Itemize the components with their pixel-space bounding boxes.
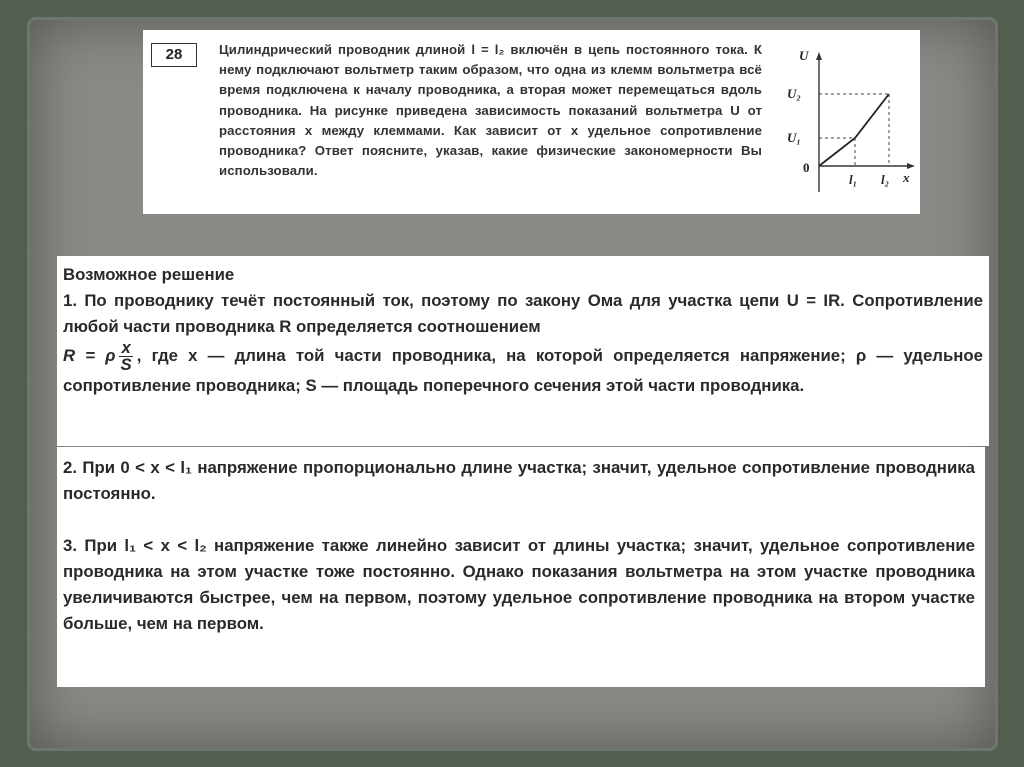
solution-part-1 — [63, 262, 983, 399]
p1-text-b: , где x — длина той части проводника, на которой определяется напряжение; ρ — удельное сопротивление проводника; S — площадь поперечного сечения этой части проводника. — [63, 345, 983, 395]
u2-label: U₂ — [787, 86, 801, 101]
solution-paragraph-3: 3. При l₁ < x < l₂ напряжение также линейно зависит от длины участка; значит, удельное сопротивление проводника на этом участке тоже постоянно. Однако показания вольтметра на этом участке проводника увеличиваются быстрее, чем на первом, поэтому удельное сопротивление проводника на втором участке больше, чем на первом. — [63, 536, 975, 633]
x-axis-arrow — [907, 163, 915, 169]
problem-number: 28 — [151, 43, 197, 67]
l1-label: l₁ — [849, 172, 858, 187]
p1-text-a: 1. По проводнику течёт постоянный ток, поэтому по закону Ома для участка цепи U = IR. Сопротивление любой части проводника R определяется соотношением — [63, 291, 983, 336]
l2-label: l₂ — [881, 172, 890, 187]
solution-card-1 — [57, 256, 989, 446]
formula-lhs: R = ρ — [63, 345, 116, 365]
solution-part-2 — [63, 455, 975, 637]
formula-denominator: S — [120, 355, 132, 374]
voltage-graph — [777, 44, 917, 204]
solution-heading: Возможное решение — [63, 265, 235, 284]
y-axis-arrow — [816, 52, 822, 60]
solution-card-2 — [57, 447, 985, 687]
x-axis-label: x — [903, 170, 910, 185]
u1-label: U₁ — [787, 130, 801, 145]
problem-card — [143, 30, 920, 214]
problem-text: Цилиндрический проводник длиной l = l₂ включён в цепь постоянного тока. К нему подключают вольтметр таким образом, что одна из клемм вольтметра всё время подключена к началу проводника, а вторая может перемещаться вдоль проводника. На рисунке приведена зависимость показаний вольтметра U от расстояния x между клеммами. Как зависит от x удельное сопротивление проводника? Ответ поясните, указав, какие физические закономерности Вы использовали. — [219, 42, 762, 179]
solution-paragraph-1 — [63, 288, 983, 399]
y-axis-label: U — [799, 48, 809, 63]
origin-label: 0 — [803, 160, 810, 175]
formula-numerator: x — [121, 338, 131, 357]
solution-paragraph-2: 2. При 0 < x < l₁ напряжение пропорционально длине участка; значит, удельное сопротивление проводника постоянно. — [63, 458, 975, 503]
graph-line — [819, 94, 889, 166]
formula-fraction — [119, 340, 132, 373]
